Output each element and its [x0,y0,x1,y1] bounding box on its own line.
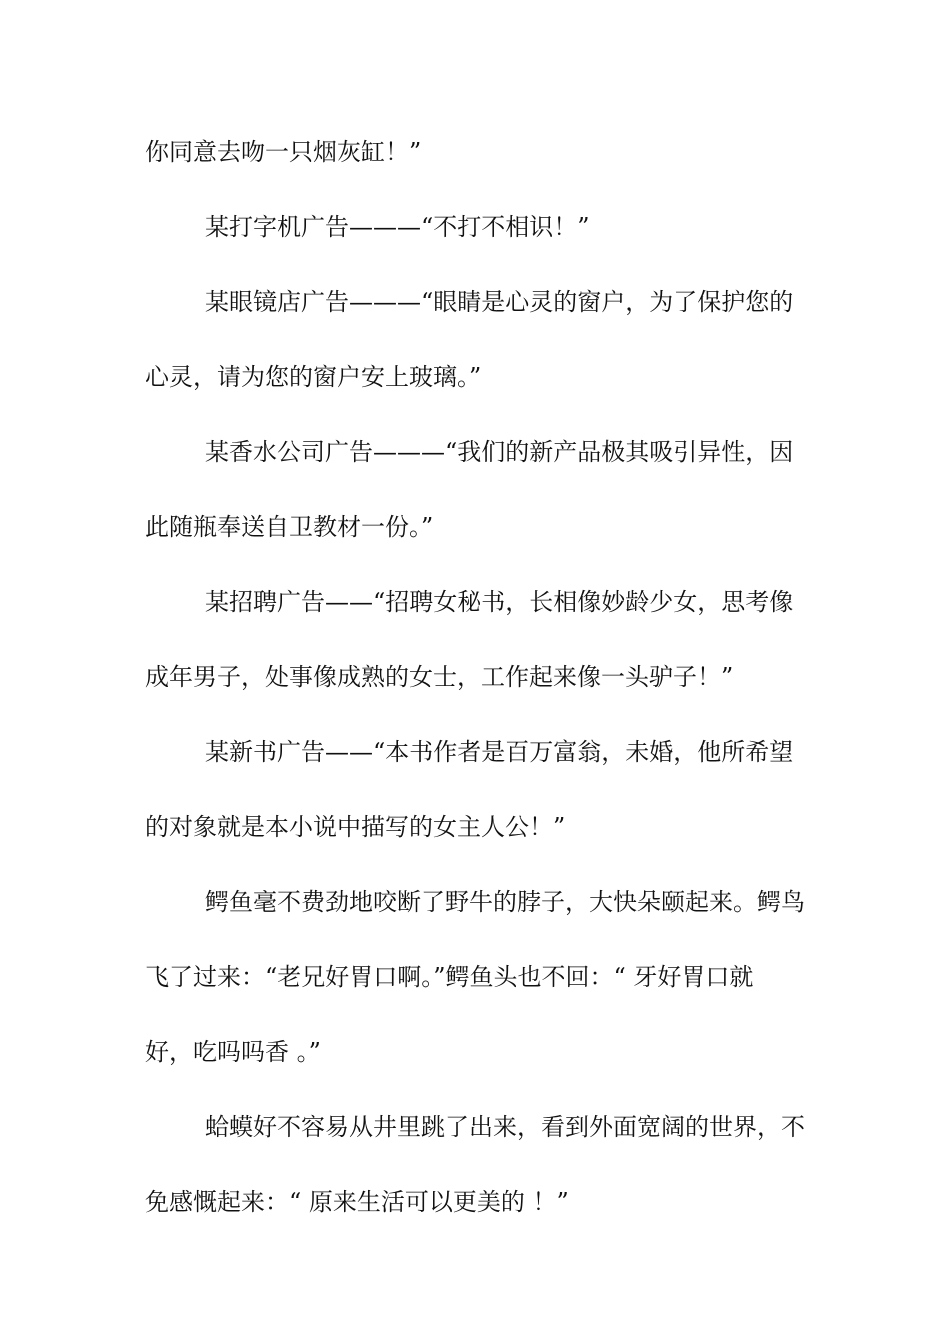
text-line: 心灵，请为您的窗户安上玻璃。” [145,363,482,391]
text-line: 此随瓶奉送自卫教材一份。” [145,513,434,541]
text-line: 飞了过来：“老兄好胃口啊。”鳄鱼头也不回：“ 牙好胃口就 [145,963,754,991]
paragraph-first-line: 某新书广告——“本书作者是百万富翁，未婚，他所希望 [205,738,794,766]
paragraph-first-line: 某招聘广告——“招聘女秘书，长相像妙龄少女，思考像 [205,588,794,616]
text-line: 成年男子，处事像成熟的女士，工作起来像一头驴子！” [145,663,734,691]
text-line: 好，吃吗吗香 。” [145,1038,321,1066]
text-line: 的对象就是本小说中描写的女主人公！” [145,813,566,841]
paragraph-first-line: 鳄鱼毫不费劲地咬断了野牛的脖子，大快朵颐起来。鳄鸟 [205,888,805,916]
paragraph-first-line: 某眼镜店广告———“眼睛是心灵的窗户，为了保护您的 [205,288,794,316]
paragraph-first-line: 某香水公司广告———“我们的新产品极其吸引异性，因 [205,438,794,466]
text-line: 免感慨起来：“ 原来生活可以更美的 ！” [145,1188,569,1216]
paragraph-first-line: 某打字机广告———“不打不相识！” [205,213,590,241]
text-line: 你同意去吻一只烟灰缸！” [145,138,422,166]
paragraph-first-line: 蛤蟆好不容易从井里跳了出来，看到外面宽阔的世界，不 [205,1113,805,1141]
